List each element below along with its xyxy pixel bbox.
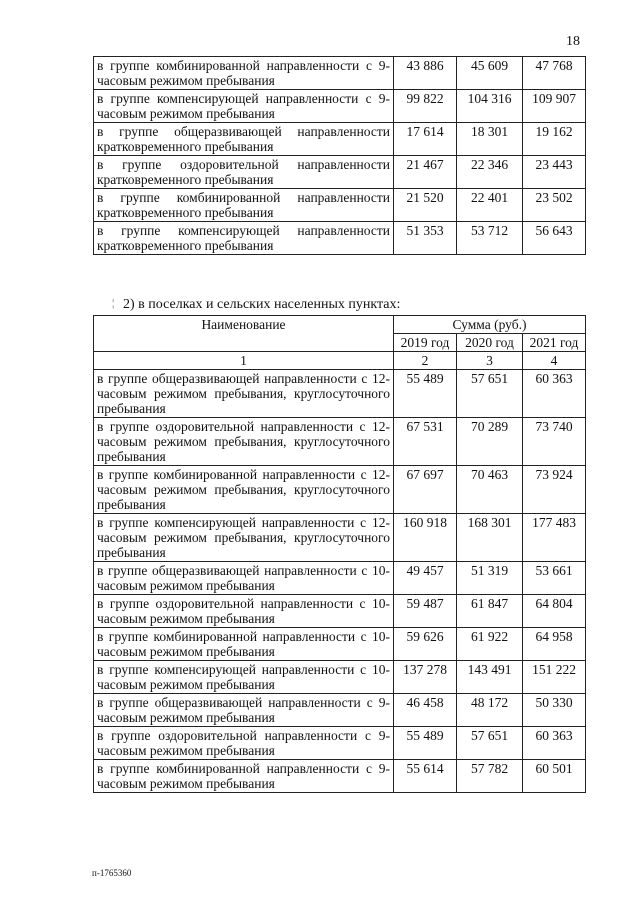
table-row [94,123,586,156]
row-name: в группе оздоровительной направленности кратковременного пребывания [94,156,394,189]
value-2021: 177 483 [523,514,586,562]
col-number-4: 4 [523,352,586,370]
value-2020: 22 401 [457,189,523,222]
table-row [94,562,586,595]
page-number: 18 [566,34,580,49]
table-row [94,760,586,793]
document-code: п-1765360 [92,868,132,878]
table-row [94,418,586,466]
row-name: в группе компенсирующей направленности с 9-часовым режимом пребывания [94,90,394,123]
value-2019: 55 489 [394,370,457,418]
value-2019: 21 467 [394,156,457,189]
header-year-2021: 2021 год [523,334,586,352]
table-row [94,661,586,694]
value-2021: 64 804 [523,595,586,628]
table-row [94,694,586,727]
col-number-1: 1 [94,352,394,370]
value-2019: 67 531 [394,418,457,466]
row-name: в группе оздоровительной направленности с 9-часовым режимом пребывания [94,727,394,760]
value-2019: 51 353 [394,222,457,255]
value-2020: 104 316 [457,90,523,123]
value-2021: 19 162 [523,123,586,156]
value-2020: 45 609 [457,57,523,90]
value-2020: 22 346 [457,156,523,189]
row-name: в группе общеразвивающей направленности кратковременного пребывания [94,123,394,156]
value-2020: 48 172 [457,694,523,727]
table-row [94,514,586,562]
row-name: в группе компенсирующей направленности с 10-часовым режимом пребывания [94,661,394,694]
value-2021: 109 907 [523,90,586,123]
row-name: в группе комбинированной направленности с 9-часовым режимом пребывания [94,57,394,90]
col-number-2: 2 [394,352,457,370]
value-2021: 23 502 [523,189,586,222]
value-2020: 57 651 [457,370,523,418]
value-2020: 70 289 [457,418,523,466]
value-2019: 59 626 [394,628,457,661]
value-2019: 99 822 [394,90,457,123]
row-name: в группе компенсирующей направленности с 12-часовым режимом пребывания, круглосуточного пребывания [94,514,394,562]
cost-table-continued [93,56,586,255]
value-2021: 23 443 [523,156,586,189]
value-2020: 61 922 [457,628,523,661]
value-2021: 47 768 [523,57,586,90]
value-2020: 57 782 [457,760,523,793]
value-2021: 60 363 [523,727,586,760]
value-2020: 61 847 [457,595,523,628]
value-2019: 49 457 [394,562,457,595]
section-caption: 2) в поселках и сельских населенных пунктах: [123,297,401,312]
row-name: в группе общеразвивающей направленности с 10-часовым режимом пребывания [94,562,394,595]
row-name: в группе общеразвивающей направленности с 12-часовым режимом пребывания, круглосуточного пребывания [94,370,394,418]
header-sum: Сумма (руб.) [394,316,586,334]
value-2019: 67 697 [394,466,457,514]
value-2019: 43 886 [394,57,457,90]
value-2019: 46 458 [394,694,457,727]
table-row [94,595,586,628]
value-2021: 64 958 [523,628,586,661]
value-2021: 151 222 [523,661,586,694]
row-name: в группе комбинированной направленности с 9-часовым режимом пребывания [94,760,394,793]
value-2019: 21 520 [394,189,457,222]
row-name: в группе комбинированной направленности с 12-часовым режимом пребывания, круглосуточного пребывания [94,466,394,514]
value-2021: 60 363 [523,370,586,418]
row-name: в группе общеразвивающей направленности с 9-часовым режимом пребывания [94,694,394,727]
value-2020: 53 712 [457,222,523,255]
value-2020: 57 651 [457,727,523,760]
row-name: в группе комбинированной направленности кратковременного пребывания [94,189,394,222]
value-2019: 137 278 [394,661,457,694]
row-name: в группе компенсирующей направленности кратковременного пребывания [94,222,394,255]
value-2020: 51 319 [457,562,523,595]
margin-mark: ¦ [112,297,115,309]
value-2021: 60 501 [523,760,586,793]
table-row [94,370,586,418]
table-row [94,466,586,514]
table-row [94,222,586,255]
col-number-3: 3 [457,352,523,370]
cost-table-villages [93,315,586,793]
value-2021: 73 740 [523,418,586,466]
value-2020: 168 301 [457,514,523,562]
table-row [94,628,586,661]
value-2020: 70 463 [457,466,523,514]
value-2019: 55 614 [394,760,457,793]
header-year-2019: 2019 год [394,334,457,352]
header-year-2020: 2020 год [457,334,523,352]
header-name: Наименование [94,316,394,352]
table-row [94,90,586,123]
value-2019: 17 614 [394,123,457,156]
value-2019: 55 489 [394,727,457,760]
table-row [94,727,586,760]
value-2019: 59 487 [394,595,457,628]
table-row [94,156,586,189]
value-2019: 160 918 [394,514,457,562]
value-2021: 53 661 [523,562,586,595]
value-2020: 143 491 [457,661,523,694]
value-2021: 56 643 [523,222,586,255]
table-row [94,189,586,222]
value-2021: 50 330 [523,694,586,727]
row-name: в группе оздоровительной направленности с 12-часовым режимом пребывания, круглосуточного пребывания [94,418,394,466]
value-2021: 73 924 [523,466,586,514]
row-name: в группе оздоровительной направленности с 10-часовым режимом пребывания [94,595,394,628]
table-row [94,57,586,90]
row-name: в группе комбинированной направленности с 10-часовым режимом пребывания [94,628,394,661]
value-2020: 18 301 [457,123,523,156]
